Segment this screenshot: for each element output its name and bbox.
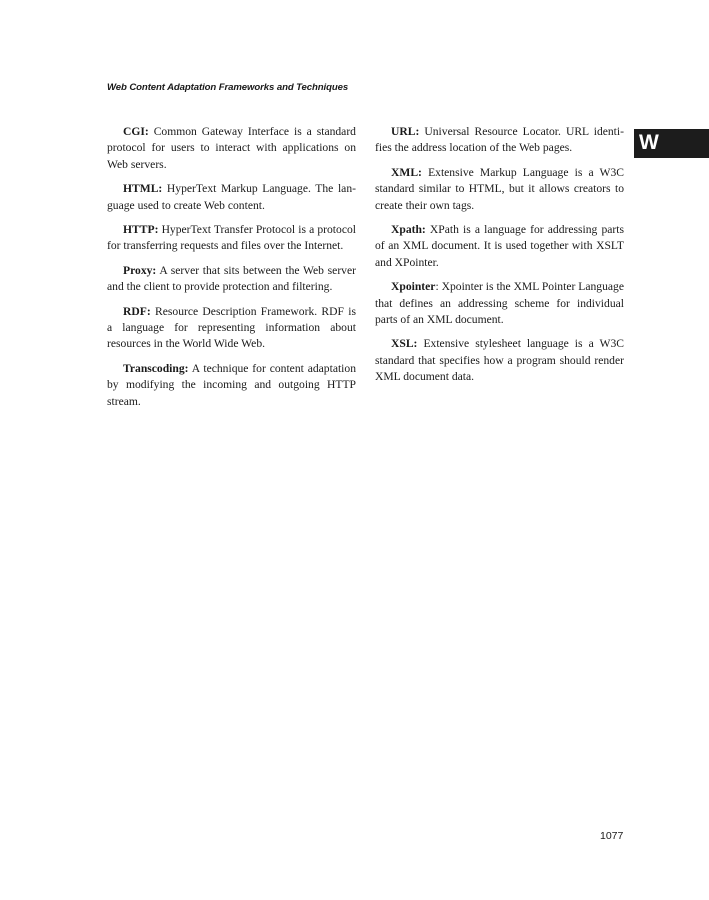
glossary-term: Xpath: xyxy=(391,223,426,237)
section-thumb-tab xyxy=(634,129,709,158)
glossary-term: HTML: xyxy=(123,182,163,196)
glossary-entry-xpath xyxy=(375,222,624,271)
glossary-entry-http xyxy=(107,222,356,255)
glossary-entry-transcoding xyxy=(107,361,356,410)
glossary-definition: A server that sits between the Web server and the client to provide protection and filtering. xyxy=(107,263,356,294)
page-number: 1077 xyxy=(600,830,624,842)
glossary-definition: Universal Resource Locator. URL identifies the address location of the Web pages. xyxy=(375,125,624,155)
glossary-term: HTTP: xyxy=(123,223,159,237)
glossary-definition: : Xpointer is the XML Pointer Language that defines an addressing scheme for individual parts of an XML document. xyxy=(375,280,624,327)
glossary-definition: HyperText Transfer Protocol is a protocol for transferring requests and files over the Internet. xyxy=(107,223,356,253)
glossary-entry-proxy xyxy=(107,263,356,296)
glossary-definition: Common Gateway Interface is a standard protocol for users to interact with applications on Web servers. xyxy=(107,125,356,171)
glossary-entry-cgi xyxy=(107,124,356,173)
glossary-left-column xyxy=(107,124,356,418)
glossary-entry-html xyxy=(107,181,356,214)
section-tab-letter: W xyxy=(639,131,659,154)
running-head-title: Web Content Adaptation Frameworks and Techniques xyxy=(107,82,349,93)
glossary-entry-xsl xyxy=(375,336,624,385)
glossary-definition: XPath is a language for addressing parts of an XML document. It is used together with XSLT and XPointer. xyxy=(375,223,624,269)
glossary-term: Proxy: xyxy=(123,263,157,277)
glossary-entry-url xyxy=(375,124,624,157)
glossary-definition: Resource Description Framework. RDF is a language for representing information about resources in the World Wide Web. xyxy=(107,304,357,351)
glossary-term: CGI: xyxy=(123,125,149,138)
glossary-right-column xyxy=(375,124,624,394)
glossary-definition: Extensive Markup Language is a W3C standard similar to HTML, but it allows creators to create their own tags. xyxy=(375,165,624,212)
glossary-term: Xpointer xyxy=(391,280,436,294)
glossary-entry-xml xyxy=(375,165,624,214)
glossary-definition: A technique for content adaptation by modifying the incoming and outgoing HTTP stream. xyxy=(107,361,357,408)
glossary-term: URL: xyxy=(391,125,420,138)
glossary-term: XSL: xyxy=(391,337,418,351)
glossary-term: Transcoding: xyxy=(123,361,189,375)
glossary-term: RDF: xyxy=(123,304,151,318)
glossary-definition: Extensive stylesheet language is a W3C standard that specifies how a program should render XML document data. xyxy=(375,337,624,384)
glossary-entry-rdf xyxy=(107,304,356,353)
glossary-definition: HyperText Markup Language. The language used to create Web content. xyxy=(107,182,356,212)
glossary-term: XML: xyxy=(391,165,422,179)
glossary-entry-xpointer xyxy=(375,279,624,328)
